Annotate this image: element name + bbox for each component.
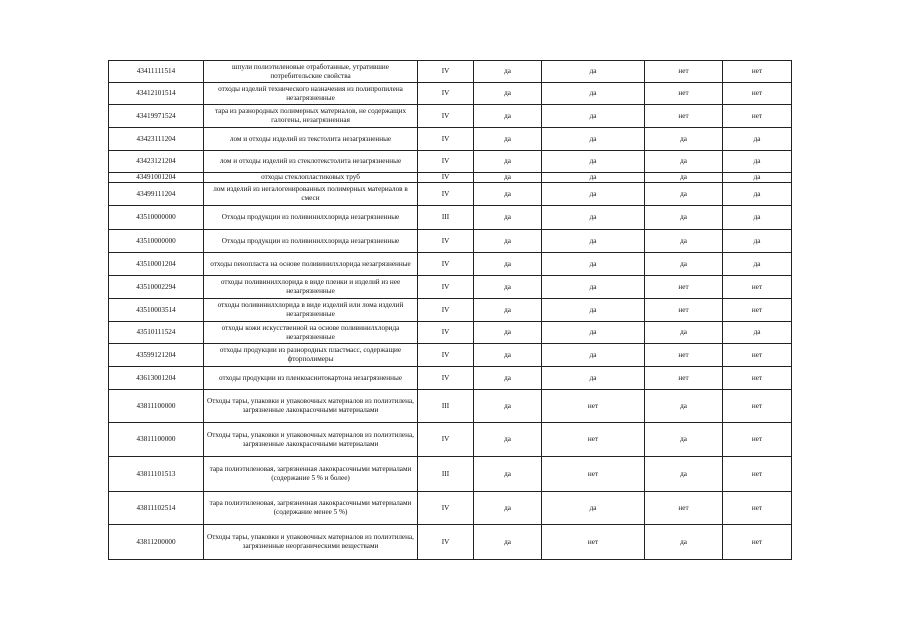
hazard-class-cell: IV	[418, 83, 474, 105]
table-row	[109, 151, 792, 173]
flag-cell-4: нет	[723, 61, 792, 83]
flag-cell-3: да	[645, 183, 723, 206]
flag-cell-1: да	[474, 367, 542, 390]
flag-cell-3: нет	[645, 61, 723, 83]
flag-cell-1: да	[474, 61, 542, 83]
flag-cell-2: да	[542, 322, 645, 344]
waste-name-cell: отходы пенопласта на основе поливинилхлорида незагрязненные	[204, 253, 418, 276]
hazard-class-cell: III	[418, 206, 474, 230]
waste-code-cell: 43510001204	[109, 253, 204, 276]
waste-code-cell: 43423121204	[109, 151, 204, 173]
flag-cell-4: нет	[723, 344, 792, 367]
flag-cell-4: да	[723, 128, 792, 151]
flag-cell-4: да	[723, 151, 792, 173]
hazard-class-cell: III	[418, 457, 474, 492]
flag-cell-4: да	[723, 173, 792, 183]
waste-name-cell: отходы поливинилхлорида в виде изделий или лома изделий незагрязненные	[204, 299, 418, 322]
waste-name-cell: отходы изделий технического назначения из полипропилена незагрязненные	[204, 83, 418, 105]
flag-cell-2: да	[542, 253, 645, 276]
flag-cell-4: нет	[723, 423, 792, 457]
hazard-class-cell: IV	[418, 299, 474, 322]
flag-cell-2: да	[542, 173, 645, 183]
waste-code-cell: 43811101513	[109, 457, 204, 492]
flag-cell-3: да	[645, 253, 723, 276]
table-row	[109, 83, 792, 105]
flag-cell-2: нет	[542, 457, 645, 492]
flag-cell-3: да	[645, 173, 723, 183]
table-row	[109, 457, 792, 492]
flag-cell-2: да	[542, 128, 645, 151]
flag-cell-3: нет	[645, 299, 723, 322]
hazard-class-cell: IV	[418, 344, 474, 367]
flag-cell-2: да	[542, 151, 645, 173]
waste-code-cell: 43412101514	[109, 83, 204, 105]
waste-code-cell: 43811200000	[109, 525, 204, 560]
waste-name-cell: тара из разнородных полимерных материалов, не содержащих галогены, незагрязненная	[204, 105, 418, 128]
flag-cell-2: да	[542, 276, 645, 299]
flag-cell-1: да	[474, 390, 542, 423]
flag-cell-3: да	[645, 206, 723, 230]
flag-cell-2: да	[542, 83, 645, 105]
flag-cell-3: нет	[645, 83, 723, 105]
waste-name-cell: Отходы продукции из поливинилхлорида незагрязненные	[204, 230, 418, 253]
flag-cell-4: да	[723, 183, 792, 206]
flag-cell-3: нет	[645, 105, 723, 128]
flag-cell-1: да	[474, 457, 542, 492]
waste-name-cell: отходы стеклопластиковых труб	[204, 173, 418, 183]
flag-cell-4: нет	[723, 457, 792, 492]
flag-cell-2: да	[542, 206, 645, 230]
waste-code-cell: 43811100000	[109, 390, 204, 423]
flag-cell-2: да	[542, 230, 645, 253]
hazard-class-cell: IV	[418, 61, 474, 83]
hazard-class-cell: IV	[418, 525, 474, 560]
waste-name-cell: лом и отходы изделий из стеклотекстолита незагрязненные	[204, 151, 418, 173]
flag-cell-3: да	[645, 128, 723, 151]
flag-cell-3: да	[645, 322, 723, 344]
flag-cell-4: нет	[723, 299, 792, 322]
hazard-class-cell: IV	[418, 151, 474, 173]
table-row	[109, 525, 792, 560]
flag-cell-3: да	[645, 457, 723, 492]
waste-code-cell: 43510002294	[109, 276, 204, 299]
waste-name-cell: отходы кожи искусственной на основе поливинилхлорида незагрязненные	[204, 322, 418, 344]
flag-cell-4: нет	[723, 83, 792, 105]
flag-cell-1: да	[474, 183, 542, 206]
flag-cell-4: нет	[723, 276, 792, 299]
flag-cell-1: да	[474, 206, 542, 230]
waste-name-cell: отходы поливинилхлорида в виде пленки и изделий из нее незагрязненные	[204, 276, 418, 299]
flag-cell-2: да	[542, 367, 645, 390]
hazard-class-cell: IV	[418, 128, 474, 151]
flag-cell-3: да	[645, 423, 723, 457]
waste-code-cell: 43411111514	[109, 61, 204, 83]
flag-cell-4: да	[723, 206, 792, 230]
flag-cell-1: да	[474, 344, 542, 367]
flag-cell-1: да	[474, 105, 542, 128]
hazard-class-cell: IV	[418, 253, 474, 276]
hazard-class-cell: III	[418, 390, 474, 423]
waste-code-cell: 43811100000	[109, 423, 204, 457]
flag-cell-1: да	[474, 83, 542, 105]
waste-code-cell: 43599121204	[109, 344, 204, 367]
hazard-class-cell: IV	[418, 492, 474, 525]
waste-name-cell: Отходы тары, упаковки и упаковочных материалов из полиэтилена, загрязненные лакокрасочными материалами	[204, 423, 418, 457]
table-row	[109, 390, 792, 423]
table-row	[109, 61, 792, 83]
waste-code-cell: 43510000000	[109, 206, 204, 230]
table-row	[109, 183, 792, 206]
flag-cell-2: да	[542, 61, 645, 83]
waste-code-cell: 43510000000	[109, 230, 204, 253]
waste-name-cell: шпули полиэтиленовые отработанные, утратившие потребительские свойства	[204, 61, 418, 83]
flag-cell-2: да	[542, 183, 645, 206]
waste-code-cell: 43510111524	[109, 322, 204, 344]
flag-cell-4: нет	[723, 390, 792, 423]
waste-name-cell: тара полиэтиленовая, загрязненная лакокрасочными материалами (содержание 5 % и более)	[204, 457, 418, 492]
table-row	[109, 253, 792, 276]
waste-name-cell: лом и отходы изделий из текстолита незагрязненные	[204, 128, 418, 151]
waste-code-cell: 43613001204	[109, 367, 204, 390]
waste-code-cell: 43510003514	[109, 299, 204, 322]
flag-cell-1: да	[474, 173, 542, 183]
flag-cell-4: да	[723, 253, 792, 276]
waste-code-cell: 43419971524	[109, 105, 204, 128]
table-row	[109, 230, 792, 253]
hazard-class-cell: IV	[418, 105, 474, 128]
table-row	[109, 344, 792, 367]
flag-cell-2: нет	[542, 525, 645, 560]
waste-code-cell: 43491001204	[109, 173, 204, 183]
waste-name-cell: лом изделий из негалогенированных полимерных материалов в смеси	[204, 183, 418, 206]
waste-code-cell: 43811102514	[109, 492, 204, 525]
flag-cell-4: нет	[723, 492, 792, 525]
flag-cell-1: да	[474, 276, 542, 299]
flag-cell-3: да	[645, 230, 723, 253]
flag-cell-3: да	[645, 390, 723, 423]
flag-cell-1: да	[474, 253, 542, 276]
flag-cell-3: нет	[645, 492, 723, 525]
flag-cell-1: да	[474, 128, 542, 151]
table-row	[109, 276, 792, 299]
hazard-class-cell: IV	[418, 183, 474, 206]
flag-cell-4: да	[723, 322, 792, 344]
flag-cell-3: нет	[645, 276, 723, 299]
flag-cell-2: да	[542, 299, 645, 322]
flag-cell-4: нет	[723, 105, 792, 128]
waste-name-cell: отходы продукции из разнородных пластмасс, содержащие фторполимеры	[204, 344, 418, 367]
waste-name-cell: Отходы тары, упаковки и упаковочных материалов из полиэтилена, загрязненные неорганическими веществами	[204, 525, 418, 560]
hazard-class-cell: IV	[418, 230, 474, 253]
flag-cell-4: нет	[723, 367, 792, 390]
hazard-class-cell: IV	[418, 173, 474, 183]
waste-code-cell: 43499111204	[109, 183, 204, 206]
hazard-class-cell: IV	[418, 423, 474, 457]
hazard-class-cell: IV	[418, 276, 474, 299]
table-row	[109, 322, 792, 344]
flag-cell-3: нет	[645, 367, 723, 390]
flag-cell-1: да	[474, 525, 542, 560]
flag-cell-2: да	[542, 492, 645, 525]
flag-cell-1: да	[474, 492, 542, 525]
table-row	[109, 206, 792, 230]
flag-cell-4: да	[723, 230, 792, 253]
flag-cell-1: да	[474, 151, 542, 173]
flag-cell-1: да	[474, 322, 542, 344]
flag-cell-1: да	[474, 299, 542, 322]
flag-cell-3: да	[645, 151, 723, 173]
flag-cell-4: нет	[723, 525, 792, 560]
table-row	[109, 173, 792, 183]
table-row	[109, 128, 792, 151]
waste-name-cell: Отходы тары, упаковки и упаковочных материалов из полиэтилена, загрязненные лакокрасочными материалами	[204, 390, 418, 423]
table-row	[109, 423, 792, 457]
waste-classification-table	[108, 60, 792, 560]
flag-cell-2: нет	[542, 423, 645, 457]
flag-cell-2: да	[542, 105, 645, 128]
flag-cell-3: нет	[645, 344, 723, 367]
flag-cell-2: да	[542, 344, 645, 367]
flag-cell-3: да	[645, 525, 723, 560]
table-row	[109, 367, 792, 390]
flag-cell-1: да	[474, 230, 542, 253]
waste-name-cell: тара полиэтиленовая, загрязненная лакокрасочными материалами (содержание менее 5 %)	[204, 492, 418, 525]
table-row	[109, 492, 792, 525]
hazard-class-cell: IV	[418, 367, 474, 390]
flag-cell-2: нет	[542, 390, 645, 423]
flag-cell-1: да	[474, 423, 542, 457]
table-row	[109, 299, 792, 322]
waste-code-cell: 43423111204	[109, 128, 204, 151]
waste-name-cell: отходы продукции из пленкоасинтокартона незагрязненные	[204, 367, 418, 390]
table-row	[109, 105, 792, 128]
waste-name-cell: Отходы продукции из поливинилхлорида незагрязненные	[204, 206, 418, 230]
hazard-class-cell: IV	[418, 322, 474, 344]
